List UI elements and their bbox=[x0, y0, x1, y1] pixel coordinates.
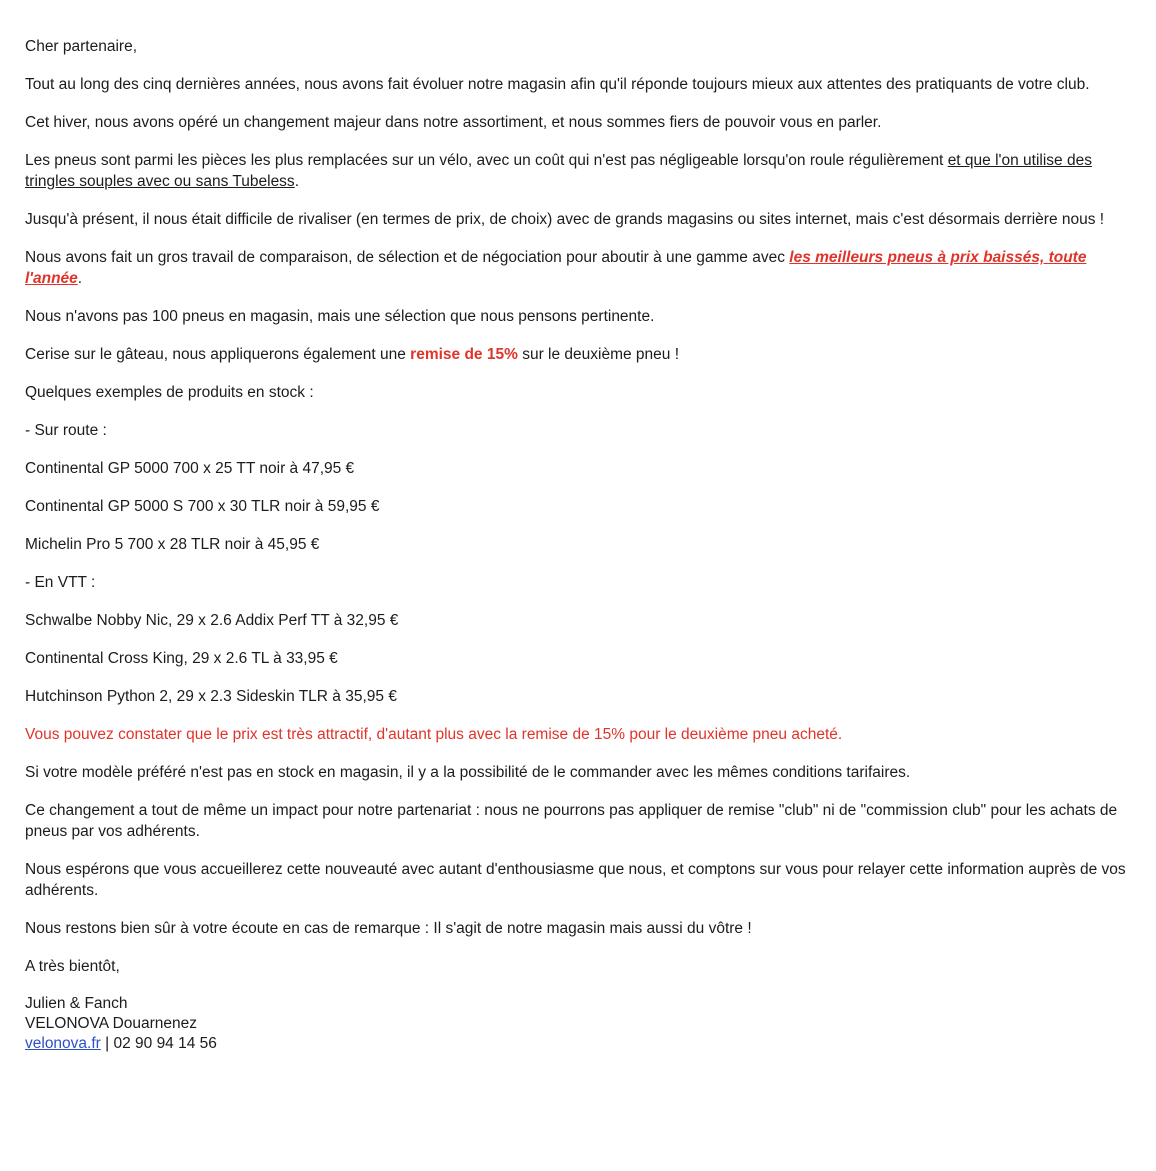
paragraph-gamme-end: . bbox=[77, 270, 83, 287]
paragraph-relais: Nous espérons que vous accueillerez cette nouveauté avec autant d'enthousiasme que nous, et comptons sur vous pour relayer cette information auprès de vos adhérents. bbox=[25, 861, 1126, 899]
paragraph-gamme-plain: Nous avons fait un gros travail de comparaison, de sélection et de négociation pour aboutir à une gamme avec bbox=[25, 249, 790, 266]
website-link[interactable]: velonova.fr bbox=[25, 1035, 101, 1052]
product-item-mtb-1: Schwalbe Nobby Nic, 29 x 2.6 Addix Perf TT à 32,95 € bbox=[25, 612, 399, 629]
product-item-mtb-3: Hutchinson Python 2, 29 x 2.3 Sideskin TLR à 35,95 € bbox=[25, 688, 397, 705]
product-item-mtb-2: Continental Cross King, 29 x 2.6 TL à 33,95 € bbox=[25, 650, 338, 667]
paragraph-cerise bbox=[25, 344, 1139, 365]
paragraph-cerise-before: Cerise sur le gâteau, nous appliquerons également une bbox=[25, 346, 411, 363]
paragraph-pneus-underlined: et que l'on utilise des tringles souples avec ou sans Tubeless bbox=[25, 152, 1092, 190]
road-section-heading: - Sur route : bbox=[25, 422, 107, 439]
signature-phone: 02 90 94 14 56 bbox=[113, 1035, 217, 1052]
paragraph-hiver: Cet hiver, nous avons opéré un changement majeur dans notre assortiment, et nous sommes fiers de pouvoir vous en parler. bbox=[25, 114, 882, 131]
product-item-road-2: Continental GP 5000 S 700 x 30 TLR noir à 59,95 € bbox=[25, 498, 380, 515]
product-item-road-1: Continental GP 5000 700 x 25 TT noir à 47,95 € bbox=[25, 460, 355, 477]
paragraph-gamme-accent: les meilleurs pneus à prix baissés, toute l'année bbox=[25, 249, 1087, 287]
paragraph-ecoute: Nous restons bien sûr à votre écoute en cas de remarque : Il s'agit de notre magasin mais aussi du vôtre ! bbox=[25, 920, 752, 937]
paragraph-commande: Si votre modèle préféré n'est pas en stock en magasin, il y a la possibilité de le commander avec les mêmes conditions tarifaires. bbox=[25, 764, 911, 781]
paragraph-cerise-accent: remise de 15% bbox=[410, 346, 518, 363]
signature-contact-line bbox=[25, 1034, 1139, 1054]
signature-names: Julien & Fanch bbox=[25, 995, 128, 1012]
paragraph-rivaliser: Jusqu'à présent, il nous était difficile de rivaliser (en termes de prix, de choix) avec de grands magasins ou sites internet, mais c'est désormais derrière nous ! bbox=[25, 211, 1105, 228]
mtb-section-heading: - En VTT : bbox=[25, 574, 96, 591]
paragraph-selection: Nous n'avons pas 100 pneus en magasin, mais une sélection que nous pensons pertinente. bbox=[25, 308, 655, 325]
paragraph-cerise-after: sur le deuxième pneu ! bbox=[517, 346, 680, 363]
signature-shop-name: VELONOVA Douarnenez bbox=[25, 1015, 198, 1032]
paragraph-pneus-end: . bbox=[294, 173, 299, 190]
signature-block bbox=[25, 994, 1139, 1054]
closing-salutation: A très bientôt, bbox=[25, 958, 120, 975]
product-item-road-3: Michelin Pro 5 700 x 28 TLR noir à 45,95 € bbox=[25, 536, 320, 553]
paragraph-pneus-plain: Les pneus sont parmi les pièces les plus remplacées sur un vélo, avec un coût qui n'est pas négligeable lorsqu'on roule régulièrement bbox=[25, 152, 948, 169]
signature-separator: | bbox=[100, 1035, 114, 1052]
paragraph-attractif: Vous pouvez constater que le prix est très attractif, d'autant plus avec la remise de 15% pour le deuxième pneu acheté. bbox=[25, 726, 843, 743]
paragraph-evolution: Tout au long des cinq dernières années, nous avons fait évoluer notre magasin afin qu'il réponde toujours mieux aux attentes des pratiquants de votre club. bbox=[25, 76, 1090, 93]
paragraph-gamme bbox=[25, 247, 1139, 289]
examples-heading: Quelques exemples de produits en stock : bbox=[25, 384, 314, 401]
greeting: Cher partenaire, bbox=[25, 38, 138, 55]
paragraph-partenariat: Ce changement a tout de même un impact pour notre partenariat : nous ne pourrons pas appliquer de remise "club" ni de "commission club" pour les achats de pneus par vos adhérents. bbox=[25, 802, 1118, 840]
paragraph-pneus bbox=[25, 150, 1139, 192]
